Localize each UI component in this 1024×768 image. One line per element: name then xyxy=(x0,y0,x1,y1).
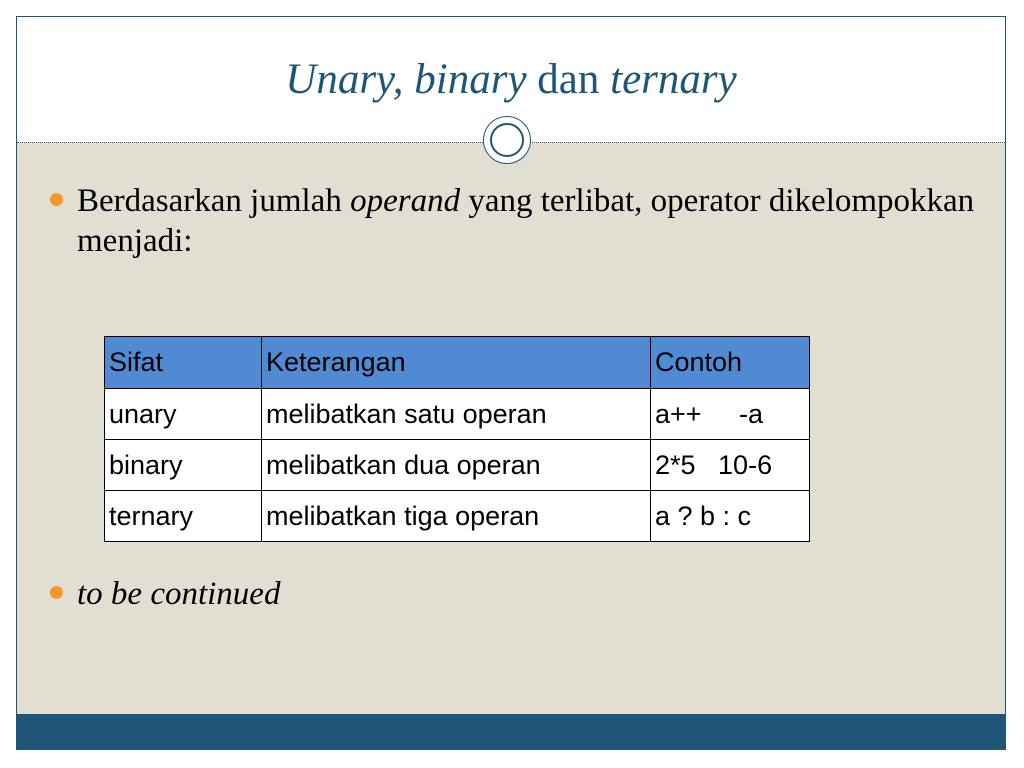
title-dan: dan xyxy=(526,56,611,103)
table-header-row xyxy=(105,337,810,389)
bullet-dot-icon xyxy=(50,193,63,206)
slide-frame xyxy=(16,16,1006,750)
table-row xyxy=(105,389,810,440)
cell-keterangan: melibatkan tiga operan xyxy=(262,491,651,542)
footer-bar xyxy=(17,714,1005,749)
header-contoh: Contoh xyxy=(651,337,810,389)
title-ternary: ternary xyxy=(610,56,737,103)
bullet-dot-icon xyxy=(50,586,63,599)
table-row xyxy=(105,440,810,491)
cell-sifat: binary xyxy=(105,440,262,491)
slide-title xyxy=(17,55,1005,104)
cell-contoh: a ? b : c xyxy=(651,491,810,542)
title-unary-binary: Unary, binary xyxy=(285,56,527,103)
cell-sifat: ternary xyxy=(105,491,262,542)
bullet1-text-a: Berdasarkan jumlah xyxy=(77,183,351,219)
cell-sifat: unary xyxy=(105,389,262,440)
circle-ornament-icon xyxy=(483,116,531,164)
bullet-item-2 xyxy=(77,574,977,614)
header-sifat: Sifat xyxy=(105,337,262,389)
cell-contoh: 2*5 10-6 xyxy=(651,440,810,491)
cell-keterangan: melibatkan satu operan xyxy=(262,389,651,440)
bullet1-text-b: yang terlibat, operator dikelompokkan menjadi: xyxy=(77,183,975,259)
bullet-item-1 xyxy=(77,181,977,261)
bullet1-operand: operand xyxy=(350,183,461,219)
table-row xyxy=(105,491,810,542)
cell-keterangan: melibatkan dua operan xyxy=(262,440,651,491)
header-keterangan: Keterangan xyxy=(262,337,651,389)
cell-contoh: a++ -a xyxy=(651,389,810,440)
operator-table xyxy=(104,336,810,542)
bullet2-text: to be continued xyxy=(77,576,281,612)
